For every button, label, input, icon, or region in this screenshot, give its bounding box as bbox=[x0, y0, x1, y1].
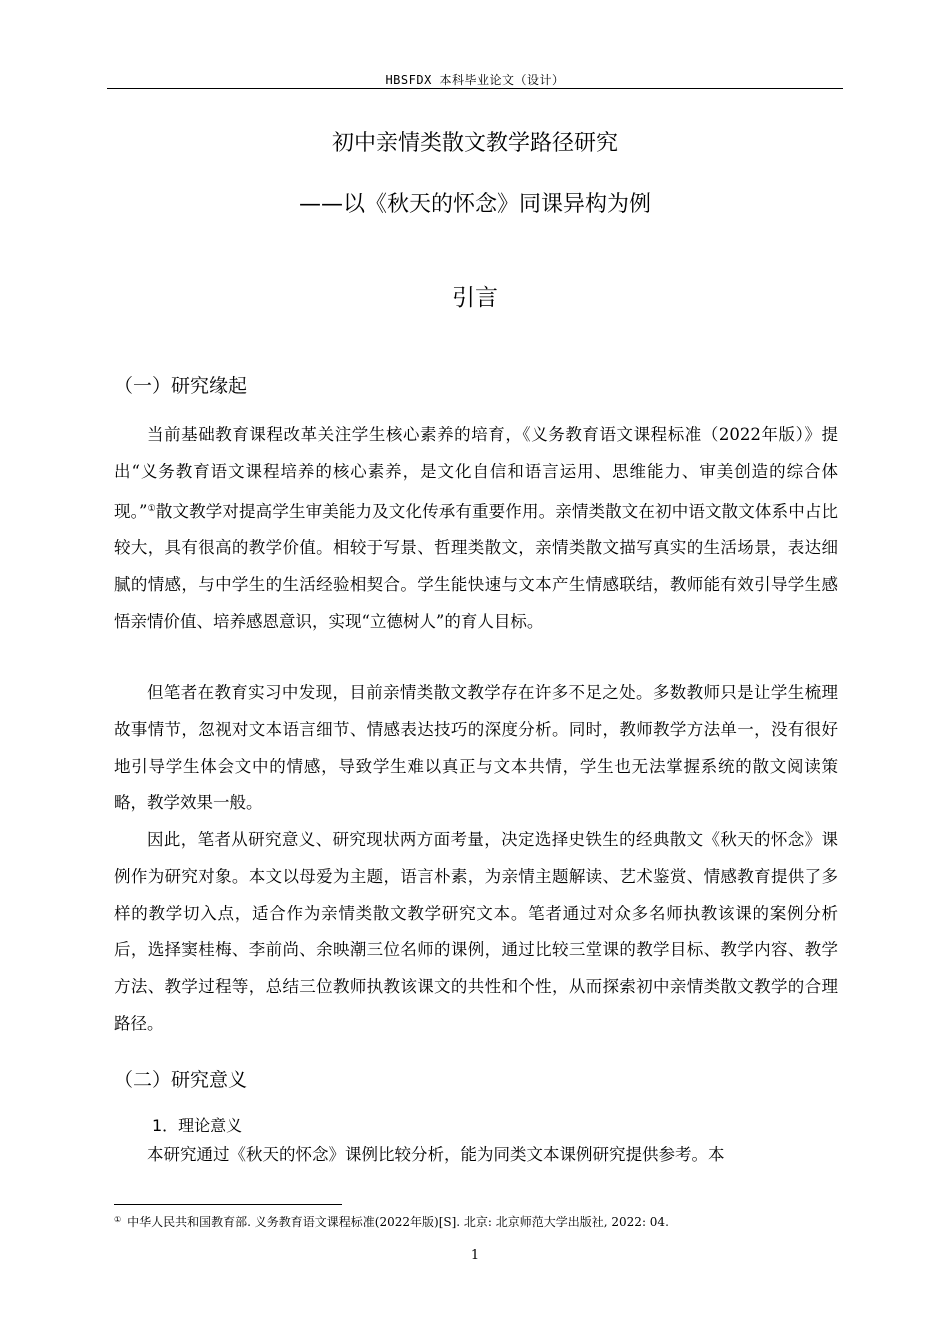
footnote-reference: ① bbox=[147, 503, 156, 514]
footnote-mark: ① bbox=[114, 1215, 122, 1224]
header-rule bbox=[107, 88, 843, 89]
page-number: 1 bbox=[470, 1248, 480, 1263]
footnote-rule bbox=[114, 1204, 342, 1205]
thesis-subtitle: ——以《秋天的怀念》同课异构为例 bbox=[298, 192, 651, 217]
paragraph-text: 散文教学对提高学生审美能力及文化传承有重要作用。亲情类散文在初中语文散文体系中占比较大，具有很高的教学价值。相较于写景、哲理类散文，亲情类散文描写真实的生活场景，表达细腻的情感，与中学生的生活经验相契合。学生能快速与文本产生情感联结，教师能有效引导学生感悟亲情价值、培养感恩意识，实现“立德树人”的育人目标。 bbox=[114, 501, 838, 631]
section-heading-significance: （二）研究意义 bbox=[114, 1069, 248, 1091]
paragraph-origin-1 bbox=[114, 417, 838, 641]
intro-heading: 引言 bbox=[452, 285, 498, 311]
footnote-text: 中华人民共和国教育部. 义务教育语文课程标准(2022年版)[S]. 北京: 北京师范大学出版社, 2022: 04. bbox=[127, 1215, 669, 1229]
section-heading-origin: （一）研究缘起 bbox=[114, 375, 248, 397]
thesis-title: 初中亲情类散文教学路径研究 bbox=[331, 131, 618, 156]
footnote bbox=[114, 1213, 838, 1230]
paragraph-origin-2: 但笔者在教育实习中发现，目前亲情类散文教学存在许多不足之处。多数教师只是让学生梳理故事情节，忽视对文本语言细节、情感表达技巧的深度分析。同时，教师教学方法单一，没有很好地引导学生体会文中的情感，导致学生难以真正与文本共情，学生也无法掌握系统的散文阅读策略，教学效果一般。 bbox=[114, 683, 838, 813]
paragraph-theory-1: 本研究通过《秋天的怀念》课例比较分析，能为同类文本课例研究提供参考。本 bbox=[147, 1145, 725, 1164]
subsection-heading-theory: 1．理论意义 bbox=[152, 1116, 243, 1135]
paragraph-origin-3: 因此，笔者从研究意义、研究现状两方面考量，决定选择史铁生的经典散文《秋天的怀念》课例作为研究对象。本文以母爱为主题，语言朴素，为亲情主题解读、艺术鉴赏、情感教育提供了多样的教学切入点，适合作为亲情类散文教学研究文本。笔者通过对众多名师执教该课的案例分析后，选择窦桂梅、李前尚、余映潮三位名师的课例，通过比较三堂课的教学目标、教学内容、教学方法、教学过程等，总结三位教师执教该课文的共性和个性，从而探索初中亲情类散文教学的合理路径。 bbox=[114, 830, 838, 1033]
running-header: HBSFDX 本科毕业论文（设计） bbox=[385, 73, 565, 87]
paragraph-text: 当前基础教育课程改革关注学生核心素养的培育，《义务教育语文课程标准（2022年版）》提出“义务教育语文课程培养的核心素养，是文化自信和语言运用、思维能力、审美创造的综合体现。” bbox=[114, 425, 838, 521]
